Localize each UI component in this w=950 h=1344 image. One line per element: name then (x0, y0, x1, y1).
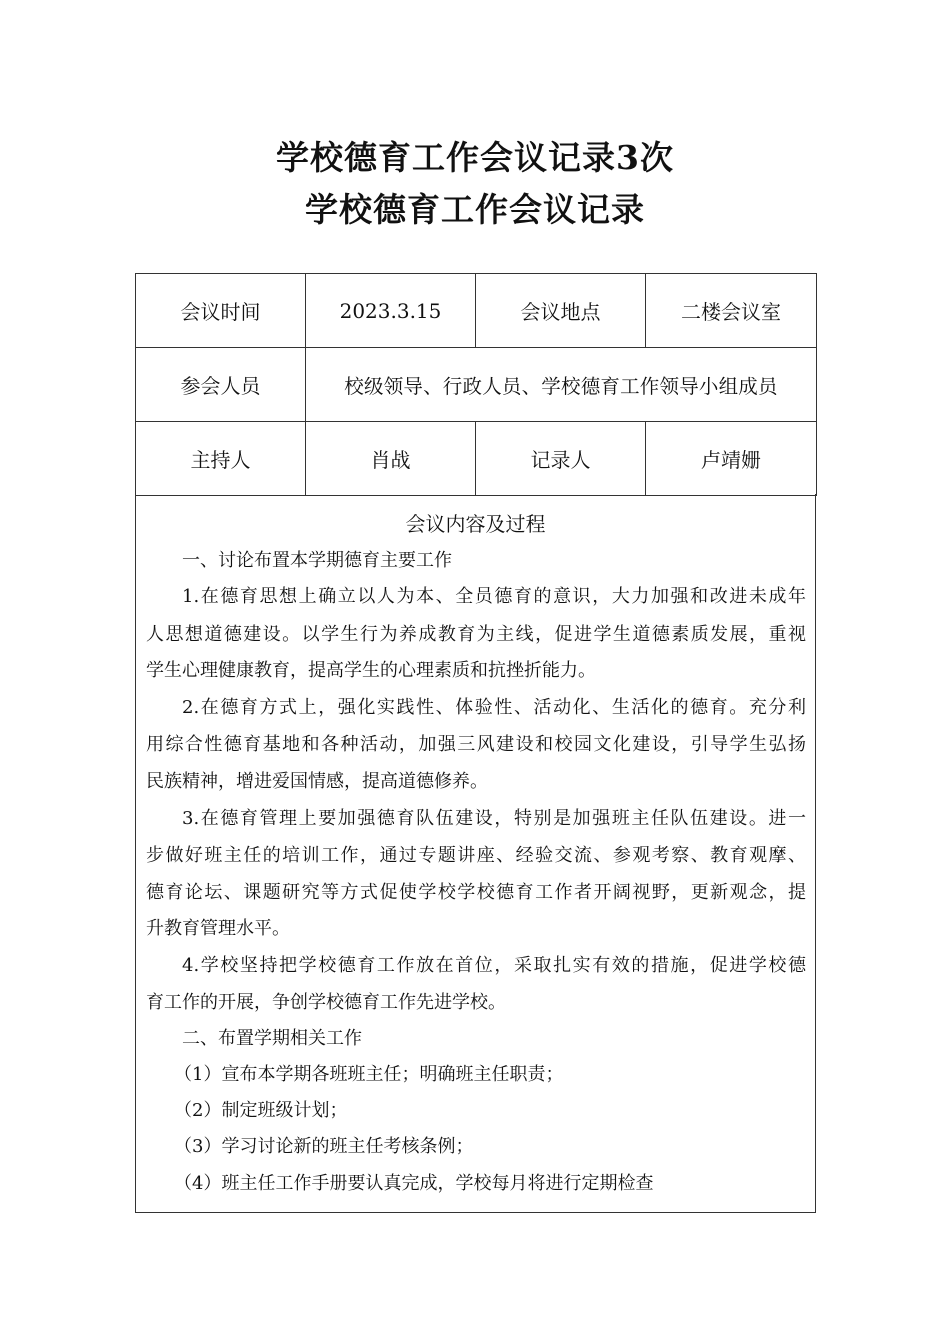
place-value: 二楼会议室 (646, 274, 817, 348)
meeting-content-box (135, 494, 816, 1213)
table-row (136, 422, 817, 496)
table-row (136, 274, 817, 348)
paragraph-line: 用综合性德育基地和各种活动，加强三风建设和校园文化建设，引导学生弘扬 (146, 734, 806, 755)
content-heading: 会议内容及过程 (405, 512, 546, 536)
table-row (136, 348, 817, 422)
host-label: 主持人 (136, 422, 306, 496)
paragraph-line: 4.学校坚持把学校德育工作放在首位，采取扎实有效的措施，促进学校德 (182, 955, 806, 976)
meeting-info-table (135, 273, 817, 496)
host-value: 肖战 (306, 422, 476, 496)
recorder-value: 卢靖姗 (646, 422, 817, 496)
paragraph-line: 民族精神，增进爱国情感，提高道德修养。 (146, 771, 488, 792)
document-title: 学校德育工作会议记录3次 (276, 138, 674, 177)
section-heading: 一、讨论布置本学期德育主要工作 (182, 550, 452, 571)
paragraph-line: 学生心理健康教育，提高学生的心理素质和抗挫折能力。 (146, 660, 596, 681)
attendees-label: 参会人员 (136, 348, 306, 422)
list-item: （1）宣布本学期各班班主任；明确班主任职责； (174, 1064, 564, 1085)
document-subtitle: 学校德育工作会议记录 (305, 190, 645, 229)
paragraph-line: 升教育管理水平。 (146, 918, 290, 939)
paragraph-line: 德育论坛、课题研究等方式促使学校学校德育工作者开阔视野，更新观念，提 (146, 882, 806, 903)
list-item: （3）学习讨论新的班主任考核条例； (174, 1136, 474, 1157)
place-label: 会议地点 (476, 274, 646, 348)
paragraph-line: 育工作的开展，争创学校德育工作先进学校。 (146, 992, 506, 1013)
paragraph-line: 步做好班主任的培训工作，通过专题讲座、经验交流、参观考察、教育观摩、 (146, 845, 806, 866)
list-item: （2）制定班级计划； (174, 1100, 348, 1121)
attendees-value: 校级领导、行政人员、学校德育工作领导小组成员 (306, 348, 817, 422)
recorder-label: 记录人 (476, 422, 646, 496)
paragraph-line: 3.在德育管理上要加强德育队伍建设，特别是加强班主任队伍建设。进一 (182, 808, 806, 829)
section-heading: 二、布置学期相关工作 (182, 1028, 362, 1049)
paragraph-line: 人思想道德建设。以学生行为养成教育为主线，促进学生道德素质发展，重视 (146, 624, 806, 645)
time-value: 2023.3.15 (306, 274, 476, 348)
list-item: （4）班主任工作手册要认真完成，学校每月将进行定期检查 (174, 1173, 654, 1194)
time-label: 会议时间 (136, 274, 306, 348)
paragraph-line: 1.在德育思想上确立以人为本、全员德育的意识，大力加强和改进未成年 (182, 586, 806, 607)
paragraph-line: 2.在德育方式上，强化实践性、体验性、活动化、生活化的德育。充分利 (182, 697, 806, 718)
